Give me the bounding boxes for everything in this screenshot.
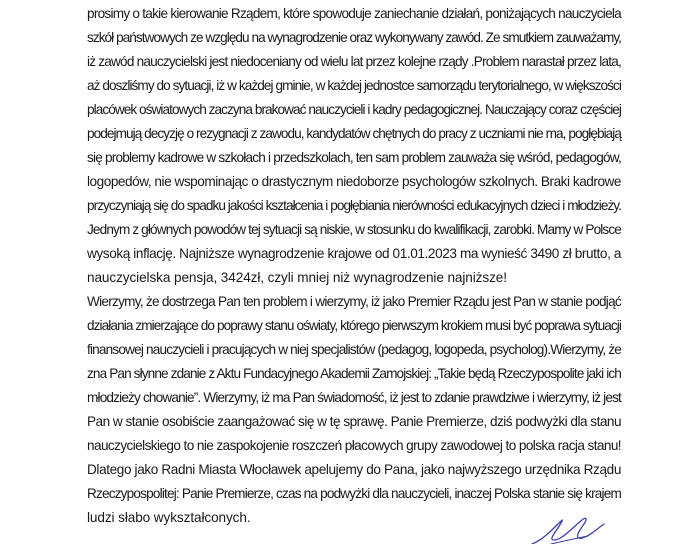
text-line: Jednym z głównych powodów tej sytuacji są niskie, w stosunku do kwalifikacji, zarobki. Mamy w Polsce — [87, 222, 621, 237]
handwritten-signature — [528, 510, 608, 544]
text-line: Dlatego jako Radni Miasta Włocławek apelujemy do Pana, jako najwyższego urzędnika Rządu — [87, 462, 621, 477]
text-line: nauczycielskiego to nie zaspokojenie roszczeń płacowych grupy zawodowej to polska racja stanu! — [87, 438, 621, 453]
text-line: finansowej nauczycieli i pracujących w niej specjalistów (pedagog, logopeda, psycholog).Wierzymy, że — [87, 342, 621, 357]
text-line: prosimy o takie kierowanie Rządem, które spowoduje zaniechanie działań, poniżających nauczyciela — [87, 6, 621, 21]
text-line: młodzieży chowanie”. Wierzymy, iż ma Pan świadomość, iż jest to zdanie prawdziwe i wierzymy, iż jest — [87, 390, 621, 405]
text-line: aż doszliśmy do sytuacji, iż w każdej gminie, w każdej jednostce samorządu terytorialnego, w większości — [87, 78, 621, 93]
text-line: Wierzymy, że dostrzega Pan ten problem i wierzymy, iż jako Premier Rządu jest Pan w stanie podjąć — [87, 294, 621, 309]
text-line: szkół państwowych ze względu na wynagrodzenie oraz wykonywany zawód. Ze smutkiem zauważamy, — [87, 30, 621, 45]
text-line: ludzi słabo wykształconych. — [87, 510, 251, 525]
text-line: zna Pan słynne zdanie z Aktu Fundacyjnego Akademii Zamojskiej: „Takie będą Rzeczypospolite jaki ich — [87, 366, 621, 381]
text-line: przyczyniają się do spadku jakości kształcenia i pogłębiania nierówności edukacyjnych dzieci i młodzieży. — [87, 198, 621, 213]
text-line: logopedów, nie wspominając o drastycznym niedoborze psychologów szkolnych. Braki kadrowe — [87, 174, 621, 189]
text-line: placówek oświatowych zaczyna brakować nauczycieli i kadry pedagogicznej. Nauczający coraz częściej — [87, 102, 621, 117]
text-line: Rzeczypospolitej: Panie Premierze, czas na podwyżki dla nauczycieli, inaczej Polska stanie się krajem — [87, 486, 621, 501]
text-line: podejmują decyzję o rezygnacji z zawodu, kandydatów chętnych do pracy z uczniami nie ma, pogłębiają — [87, 126, 621, 141]
text-line: Pan w stanie osobiście zaangażować się w tę sprawę. Panie Premierze, dziś podwyżki dla stanu — [87, 414, 621, 429]
text-line: iż zawód nauczycielski jest niedoceniany od wielu lat przez kolejne rządy .Problem narastał przez lata, — [87, 54, 621, 69]
text-line: się problemy kadrowe w szkołach i przedszkolach, ten sam problem zauważa się wśród, pedagogów, — [87, 150, 621, 165]
text-line: nauczycielska pensja, 3424zł, czyli mniej niż wynagrodzenie najniższe! — [87, 270, 507, 285]
text-line: działania zmierzające do poprawy stanu oświaty, którego pierwszym krokiem musi być poprawa sytuacji — [87, 318, 622, 333]
text-line: wysoką inflację. Najniższe wynagrodzenie krajowe od 01.01.2023 ma wynieść 3490 zł brutto, a — [87, 246, 621, 261]
